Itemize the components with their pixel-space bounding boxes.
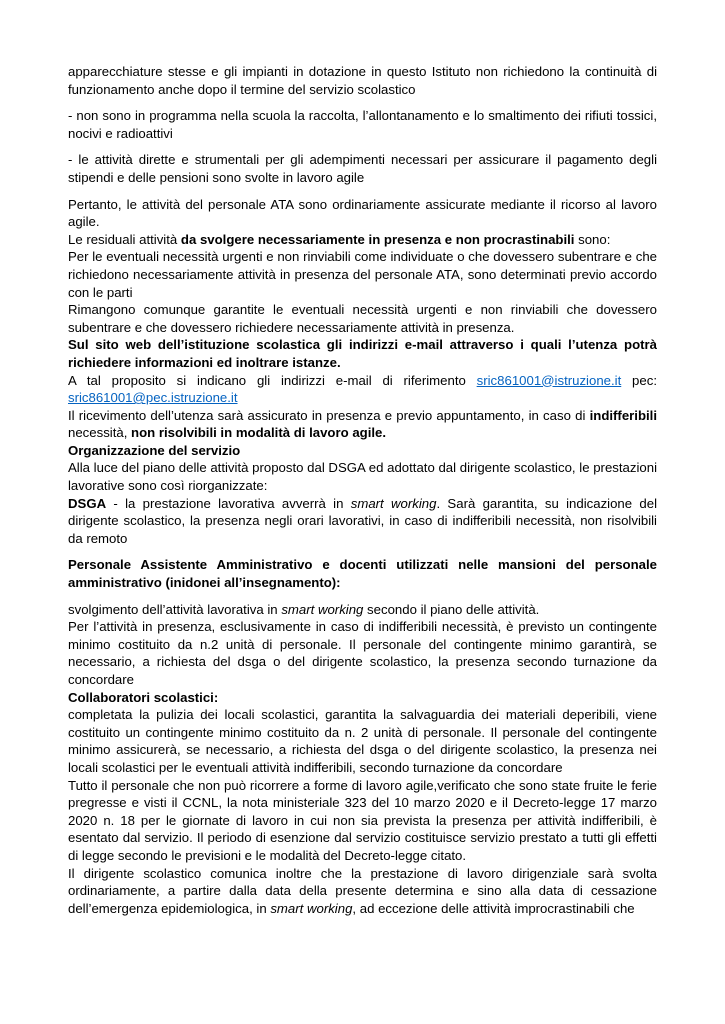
heading-school-collaborators: Collaboratori scolastici:	[68, 689, 219, 705]
paragraph-salaries: - le attività dirette e strumentali per gli adempimenti necessari per assicurare il pagamento degli stipendi e delle pensioni sono svolte in lavoro agile	[68, 152, 657, 185]
paragraph-exemption: Tutto il personale che non può ricorrere a forme di lavoro agile,verificato che sono state fruite le ferie pregresse e visti il CCNL, la nota ministeriale 323 del 10 marzo 2020 e il Decreto-legge 17 marzo 2020 n. 18 per le giornate di lavoro in cui non sia prevista la presenza per attività indifferibili, è esentato dal servizio. Il periodo di esenzione dal servizio costituisce servizio prestato a tutti gli effetti di legge secondo le previsioni e le modalità del Decreto-legge citato.	[68, 777, 657, 863]
text-segment: Le residuali attività	[68, 231, 181, 247]
text-segment: A tal proposito si indicano gli indirizzi e-mail di riferimento	[68, 372, 477, 388]
text-segment: necessità,	[68, 425, 132, 441]
paragraph-director-work	[68, 865, 657, 918]
text-segment: , ad eccezione delle attività improcrastinabili che	[352, 900, 635, 916]
bold-text-segment: indifferibili	[589, 407, 657, 423]
paragraph-presence-contingent: Per l’attività in presenza, esclusivamente in caso di indifferibili necessità, è previsto un contingente minimo costituito da n.2 unità di personale. Il personale del contingente minimo garantirà, se necessario, a richiesta del dsga o del dirigente scolastico, la presenza secondo turnazione da concordare	[68, 619, 657, 687]
text-segment: sono:	[574, 231, 611, 247]
paragraph-waste: - non sono in programma nella scuola la raccolta, l’allontanamento e lo smaltimento dei rifiuti tossici, nocivi e radioattivi	[68, 108, 657, 141]
paragraph-activity-plan: Alla luce del piano delle attività proposto dal DSGA ed adottato dal dirigente scolastico, le prestazioni lavorative sono così riorganizzate:	[68, 460, 657, 494]
text-segment: Il ricevimento dell’utenza sarà assicurato in presenza e previo appuntamento, in caso di	[68, 407, 590, 423]
paragraph-guaranteed-needs: Rimangono comunque garantite le eventuali necessità urgenti e non rinviabili che dovessero subentrare e che dovessero richiedere necessariamente attività in presenza.	[68, 302, 657, 335]
text-segment: pec:	[621, 372, 657, 388]
heading-service-organization: Organizzazione del servizio	[68, 442, 241, 458]
heading-administrative-staff: Personale Assistente Amministrativo e docenti utilizzati nelle mansioni del personale amministrativo (inidonei all’insegnamento):	[68, 557, 657, 591]
text-segment: secondo il piano delle attività.	[363, 601, 540, 617]
text-segment: - la prestazione lavorativa avverrà in	[106, 495, 351, 511]
email-link[interactable]: sric861001@istruzione.it	[476, 372, 622, 388]
text-segment: Il dirigente scolastico comunica inoltre che la prestazione di lavoro dirigenziale sarà svolta ordinariamente, a partire dalla data della presente determina e sino alla data di cessazione dell’emergenza epidemiologica, in	[68, 865, 657, 916]
paragraph-dsga	[68, 495, 657, 548]
paragraph-smart-working	[68, 601, 657, 619]
paragraph-email-contacts	[68, 372, 657, 407]
bold-text-segment: non risolvibili in modalità di lavoro agile.	[131, 425, 387, 441]
paragraph-equipment: apparecchiature stesse e gli impianti in dotazione in questo Istituto non richiedono la continuità di funzionamento anche dopo il termine del servizio scolastico	[68, 64, 657, 97]
italic-text-segment: smart working	[350, 495, 437, 511]
paragraph-ata-agile: Pertanto, le attività del personale ATA sono ordinariamente assicurate mediante il ricorso al lavoro agile.	[68, 196, 657, 230]
italic-text-segment: smart working	[270, 900, 353, 916]
bold-text-segment: DSGA	[68, 495, 107, 511]
paragraph-residual-activities	[68, 231, 657, 249]
pec-email-link[interactable]: sric861001@pec.istruzione.it	[68, 390, 238, 406]
italic-text-segment: smart working	[281, 601, 364, 617]
paragraph-urgent-needs: Per le eventuali necessità urgenti e non rinviabili come individuate o che dovessero subentrare e che richiedono necessariamente attività in presenza del personale ATA, sono determinati previo accordo con le parti	[68, 249, 657, 300]
paragraph-reception	[68, 407, 657, 442]
bold-text-segment: da svolgere necessariamente in presenza e non procrastinabili	[180, 231, 575, 247]
text-segment: . Sarà garantita, su indicazione del dirigente scolastico, la presenza negli orari lavorativi, in caso di indifferibili necessità, non risolvibili da remoto	[68, 495, 657, 546]
text-segment: svolgimento dell’attività lavorativa in	[68, 601, 282, 617]
paragraph-website-emails: Sul sito web dell’istituzione scolastica gli indirizzi e-mail attraverso i quali l’utenza potrà richiedere informazioni ed inoltrare istanze.	[68, 337, 657, 370]
paragraph-cleaning-contingent: completata la pulizia dei locali scolastici, garantita la salvaguardia dei materiali deperibili, viene costituito un contingente minimo costituito da n. 2 unità di personale. Il personale del contingente minimo assicurerà, se necessario, a richiesta del dsga o del dirigente scolastico, la presenza nei locali scolastici per le eventuali attività indifferibili, secondo turnazione da concordare	[68, 707, 657, 775]
